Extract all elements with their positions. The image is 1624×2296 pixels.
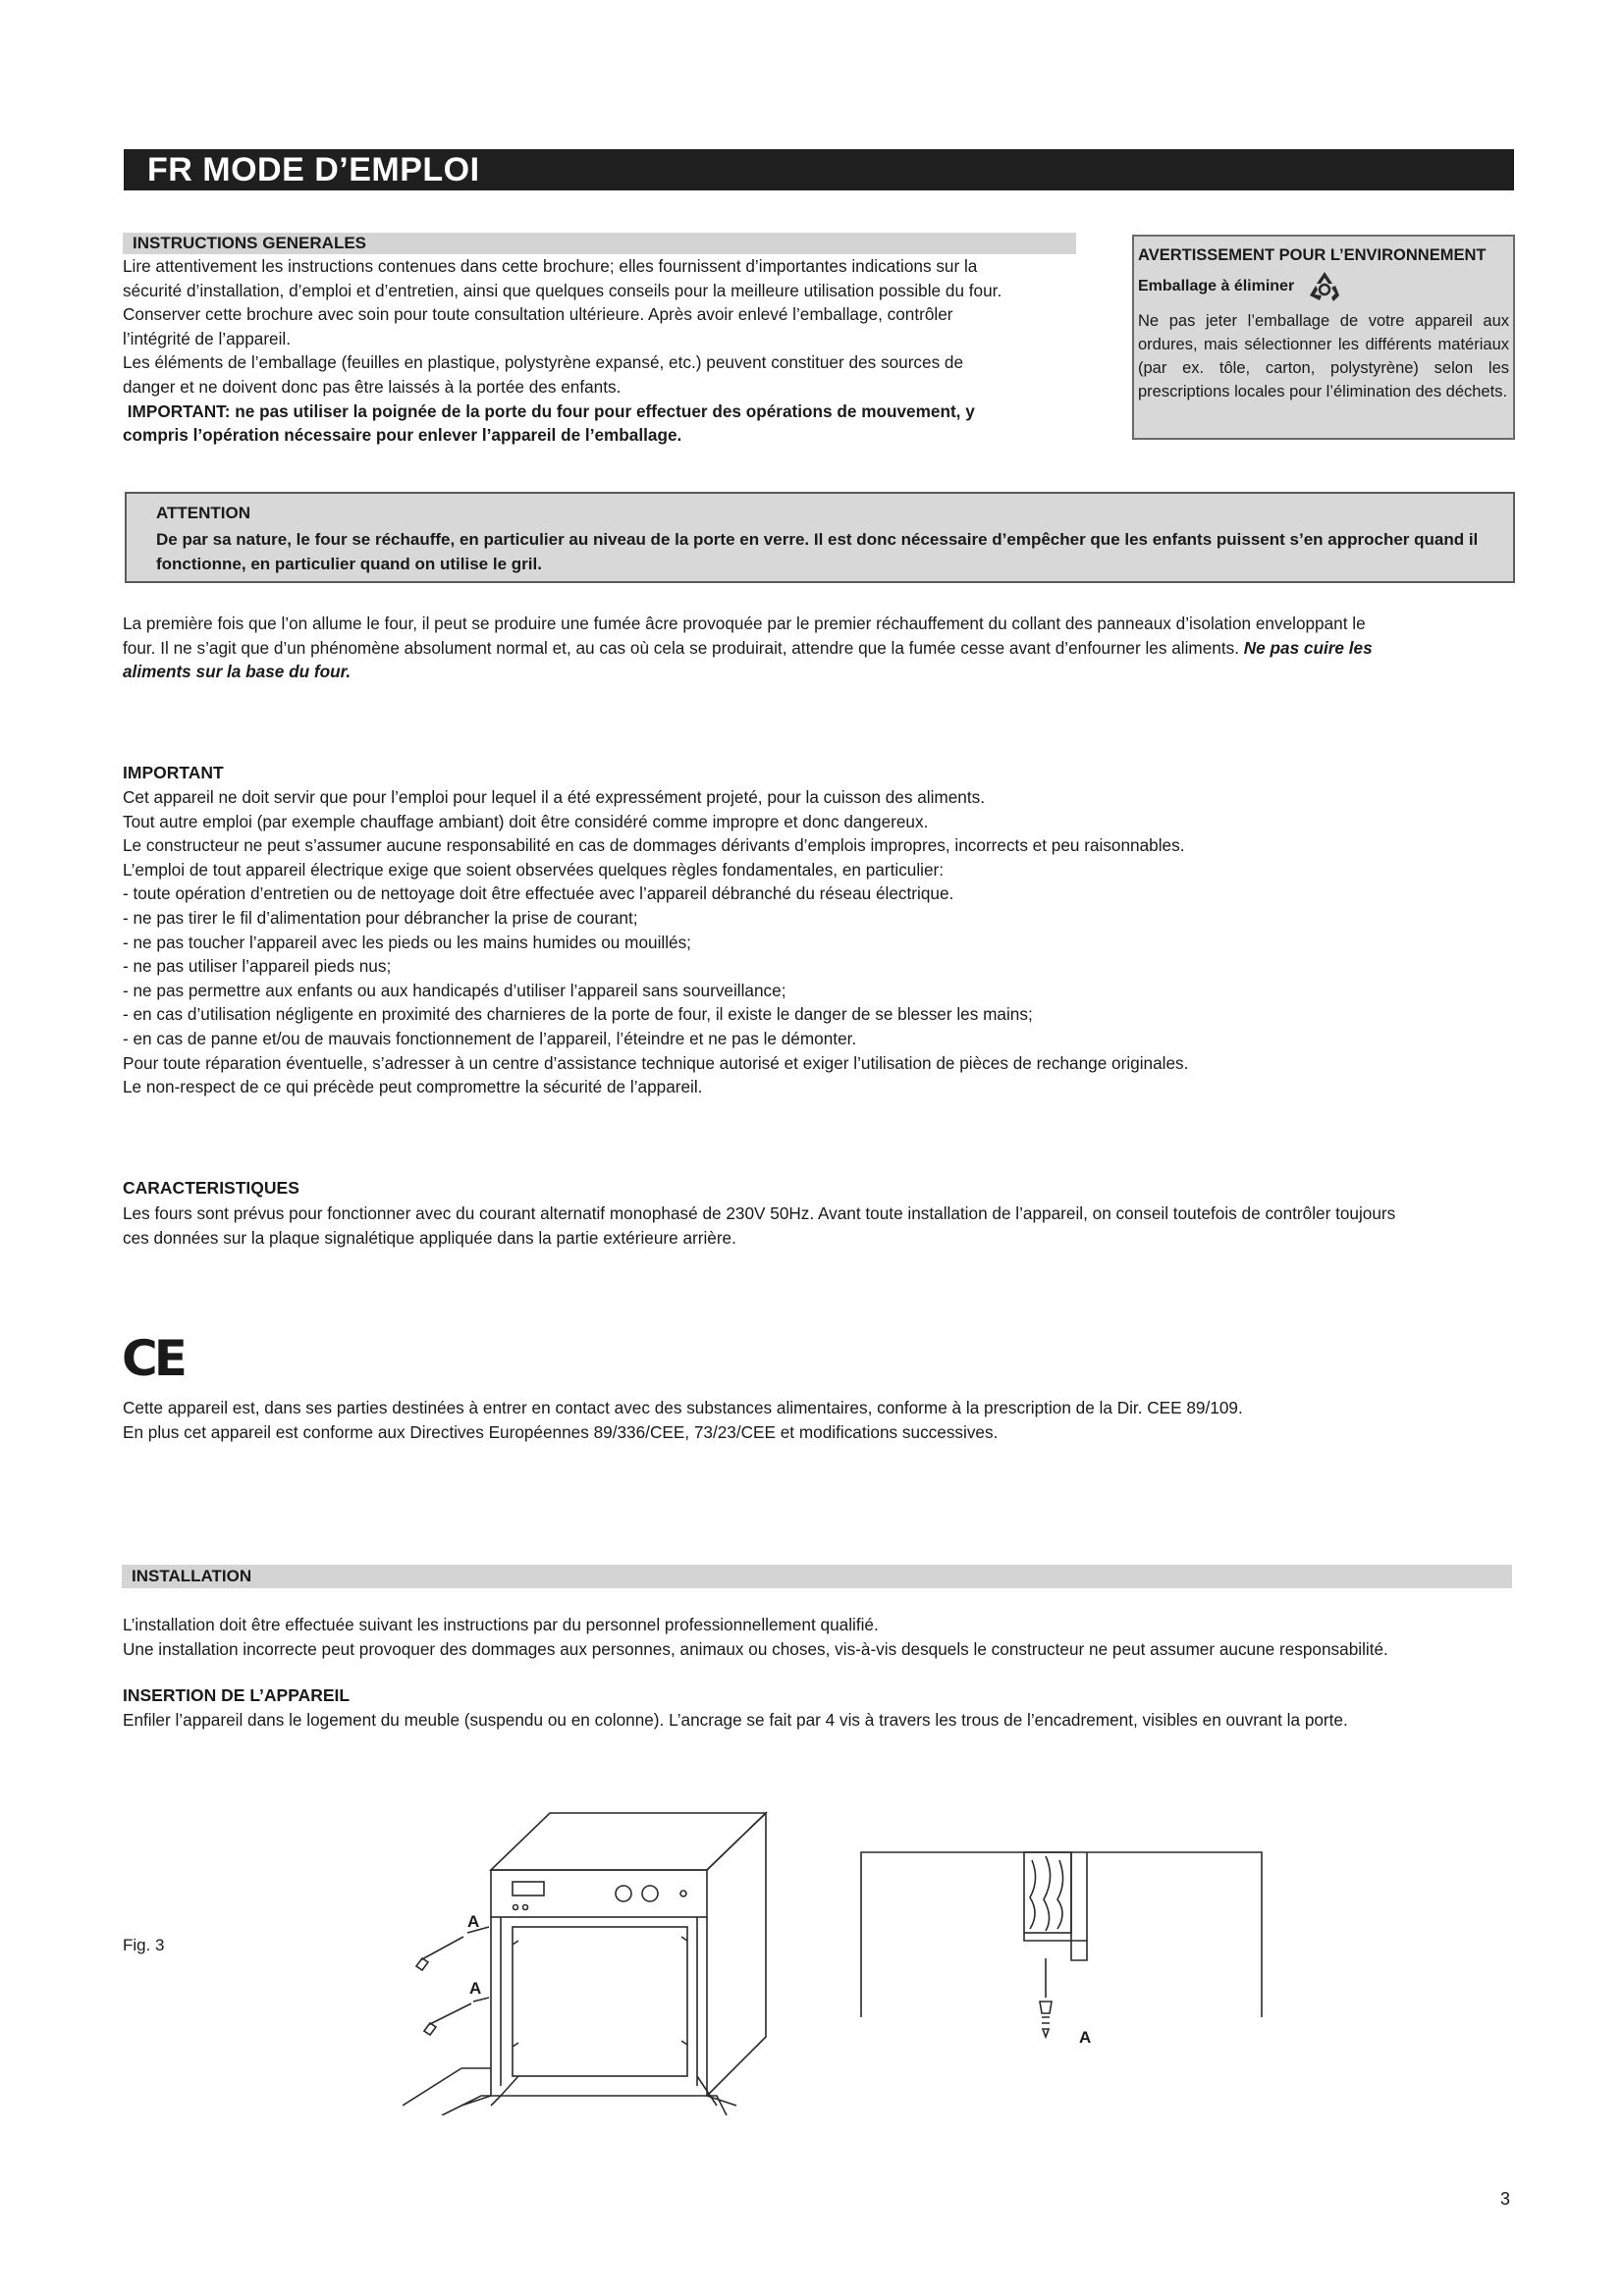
text-line: Lire attentivement les instructions contenues dans cette brochure; elles fournissent d’importantes indications sur la (123, 256, 978, 276)
page-number: 3 (1500, 2189, 1511, 2209)
text-line: l’intégrité de l’appareil. (123, 328, 292, 348)
text-line: Le constructeur ne peut s’assumer aucune responsabilité en cas de dommages dérivants d’emplois impropres, incorrects et peu raisonnables. (123, 835, 1185, 856)
insertion-heading: INSERTION DE L’APPAREIL (123, 1685, 351, 1705)
figure-label: Fig. 3 (123, 1936, 165, 1954)
environment-subheading: Emballage à éliminer (1138, 278, 1295, 294)
text-line: Pour toute réparation éventuelle, s’adresser à un centre d’assistance technique autorisé et exiger l’utilisation de pièces de rechange originales. (123, 1052, 1189, 1073)
text-line: L’emploi de tout appareil électrique exige que soient observées quelques règles fondamentales, en particulier: (123, 859, 945, 880)
section-heading-instructions: INSTRUCTIONS GENERALES (123, 233, 1076, 254)
text-line: Tout autre emploi (par exemple chauffage ambiant) doit être considéré comme impropre et donc dangereux. (123, 811, 929, 831)
text-line: Une installation incorrecte peut provoquer des dommages aux personnes, animaux ou choses, vis-à-vis desquels le constructeur ne peut assumer aucune responsabilité. (123, 1638, 1388, 1659)
important-heading: IMPORTANT (123, 763, 224, 782)
text-line: ces données sur la plaque signalétique appliquée dans la partie extérieure arrière. (123, 1227, 736, 1248)
page-title-bar (124, 149, 1514, 190)
marker-a-upper: A (467, 1912, 480, 1931)
text-line: - toute opération d’entretien ou de nettoyage doit être effectuée avec l’appareil débranché du réseau électrique. (123, 883, 954, 904)
text-line: La première fois que l’on allume le four, il peut se produire une fumée âcre provoquée par le premier réchauffement du collant des panneaux d’isolation enveloppant le (123, 614, 1366, 633)
text-line: - ne pas tirer le fil d’alimentation pour débrancher la prise de courant; (123, 907, 638, 928)
text-line: - ne pas utiliser l’appareil pieds nus; (123, 956, 392, 977)
text-line (123, 636, 1517, 661)
text-line: danger et ne doivent donc pas être laissés à la portée des enfants. (123, 376, 622, 397)
important-line: compris l’opération nécessaire pour enlever l’appareil de l’emballage. (123, 425, 682, 446)
text-line: Les éléments de l’emballage (feuilles en plastique, polystyrène expansé, etc.) peuvent constituer des sources de (123, 352, 964, 373)
section-heading-installation: INSTALLATION (122, 1565, 1512, 1588)
environment-body: Ne pas jeter l’emballage de votre appareil aux ordures, mais sélectionner les différents matériaux (par ex. tôle, carton, polystyrène) selon les prescriptions locales pour l’élimination des déchets. (1138, 312, 1509, 400)
environment-warning-box (1132, 235, 1515, 440)
marker-a-section: A (1079, 2028, 1092, 2047)
text-line: - ne pas toucher l’appareil avec les pieds ou les mains humides ou mouillés; (123, 932, 691, 952)
first-use-text (123, 612, 1517, 684)
important-text (123, 785, 1517, 1099)
page-title: FR MODE D’EMPLOI (147, 151, 480, 188)
text-line: - ne pas permettre aux enfants ou aux handicapés d’utiliser l’appareil sans sourveillance; (123, 980, 786, 1000)
important-line: IMPORTANT: ne pas utiliser la poignée de la porte du four pour effectuer des opérations de mouvement, y (123, 400, 975, 421)
text-line: - en cas d’utilisation négligente en proximité des charnieres de la porte de four, il existe le danger de se blesser les mains; (123, 1004, 1033, 1025)
text-line: Conserver cette brochure avec soin pour toute consultation ultérieure. Après avoir enlevé l’emballage, contrôler (123, 304, 953, 325)
instructions-text (123, 254, 1085, 448)
environment-subheading-row (1134, 266, 1513, 303)
first-use-line2: four. Il ne s’agit que d’un phénomène absolument normal et, au cas où cela se produirait, attendre que la fumée cesse avant d’enfourner les aliments. (123, 637, 1239, 658)
first-use-emphasis-a: Ne pas cuire les (1238, 637, 1373, 658)
marker-a-lower: A (469, 1979, 482, 1998)
text-line: En plus cet appareil est conforme aux Directives Européennes 89/336/CEE, 73/23/CEE et modifications successives. (123, 1421, 999, 1442)
text-line: Les fours sont prévus pour fonctionner avec du courant alternatif monophasé de 230V 50Hz. Avant toute installation de l’appareil, on conseil toutefois de contrôler toujours (123, 1203, 1396, 1223)
cabinet-section-drawing (859, 1850, 1272, 2076)
text-line: Cette appareil est, dans ses parties destinées à entrer en contact avec des substances alimentaires, conforme à la prescription de la Dir. CEE 89/109. (123, 1398, 1243, 1417)
text-line: Cet appareil ne doit servir que pour l’emploi pour lequel il a été expressément projeté, pour la cuisson des aliments. (123, 787, 985, 807)
attention-heading: ATTENTION (156, 504, 251, 522)
ce-mark: CE (122, 1330, 184, 1387)
text-line: - en cas de panne et/ou de mauvais fonctionnement de l’appareil, l’éteindre et ne pas le démonter. (123, 1028, 857, 1048)
caracteristiques-heading: CARACTERISTIQUES (123, 1178, 299, 1198)
installation-text (123, 1613, 1517, 1661)
ce-text (123, 1396, 1517, 1444)
attention-body: De par sa nature, le four se réchauffe, en particulier au niveau de la porte en verre. Il est donc nécessaire d’empêcher que les enfants puissent s’en approcher quand il fonctionne, en particulier quand on utilise le gril. (156, 530, 1479, 573)
text-line: sécurité d’installation, d’emploi et d’entretien, ainsi que quelques conseils pour la meilleure utilisation possible du four. (123, 280, 1002, 300)
insertion-text: Enfiler l’appareil dans le logement du meuble (suspendu ou en colonne). L’ancrage se fait par 4 vis à travers les trous de l’encadrement, visibles en ouvrant la porte. (123, 1710, 1348, 1730)
caracteristiques-text (123, 1201, 1517, 1250)
oven-installation-drawing (403, 1811, 776, 2115)
attention-box (125, 492, 1515, 583)
text-line (123, 660, 1517, 684)
environment-heading: AVERTISSEMENT POUR L’ENVIRONNEMENT (1138, 246, 1487, 264)
text-line: L’installation doit être effectuée suivant les instructions par du personnel professionnellement qualifié. (123, 1615, 879, 1634)
recycle-icon (1306, 270, 1343, 303)
first-use-emphasis-b: aliments sur la base du four. (123, 662, 352, 682)
text-line: Le non-respect de ce qui précède peut compromettre la sécurité de l’appareil. (123, 1077, 703, 1097)
